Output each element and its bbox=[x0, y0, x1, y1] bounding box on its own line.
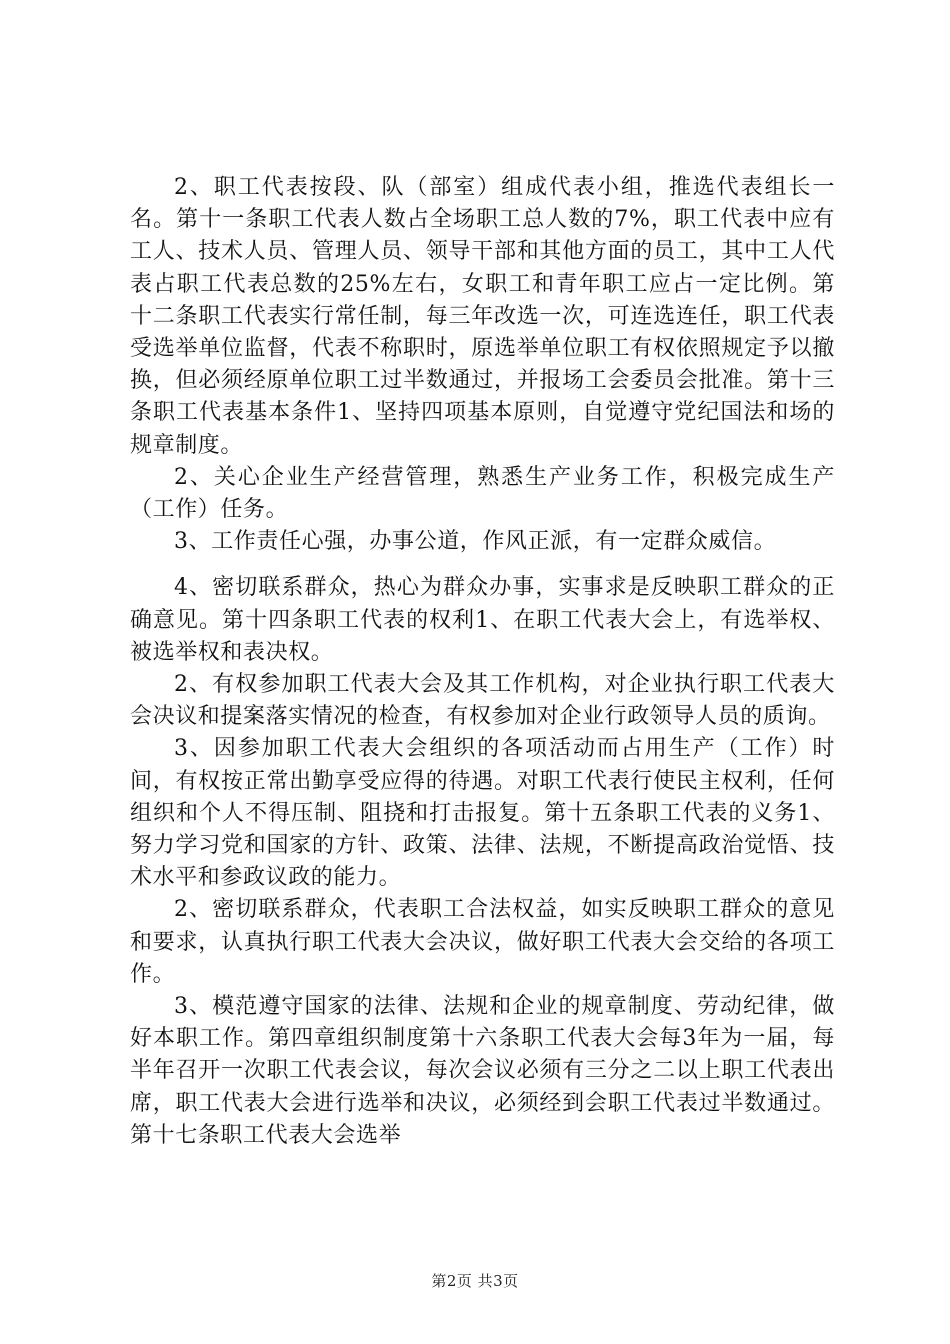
paragraph-8: 3、模范遵守国家的法律、法规和企业的规章制度、劳动纪律，做好本职工作。第四章组织制度第十六条职工代表大会每3年为一届，每半年召开一次职工代表会议，每次会议必须有三分之二以上职工代表出席，职工代表大会进行选举和决议，必须经到会职工代表过半数通过。第十七条职工代表大会选举 bbox=[130, 994, 835, 1148]
paragraph-2: 2、关心企业生产经营管理，熟悉生产业务工作，积极完成生产（工作）任务。 bbox=[130, 464, 835, 523]
document-body bbox=[130, 172, 835, 1152]
page-footer: 第2页 共3页 bbox=[431, 1272, 519, 1290]
paragraph-4: 4、密切联系群众，热心为群众办事，实事求是反映职工群众的正确意见。第十四条职工代表的权利1、在职工代表大会上，有选举权、被选举权和表决权。 bbox=[130, 575, 835, 665]
paragraph-1: 2、职工代表按段、队（部室）组成代表小组，推选代表组长一名。第十一条职工代表人数占全场职工总人数的7%，职工代表中应有工人、技术人员、管理人员、领导干部和其他方面的员工，其中工人代表占职工代表总数的25%左右，女职工和青年职工应占一定比例。第十二条职工代表实行常任制，每三年改选一次，可连选连任，职工代表受选举单位监督，代表不称职时，原选举单位职工有权依照规定予以撤换，但必须经原单位职工过半数通过，并报场工会委员会批准。第十三条职工代表基本条件1、坚持四项基本原则，自觉遵守党纪国法和场的规章制度。 bbox=[130, 175, 835, 458]
paragraph-6: 3、因参加职工代表大会组织的各项活动而占用生产（工作）时间，有权按正常出勤享受应得的待遇。对职工代表行使民主权利，任何组织和个人不得压制、阻挠和打击报复。第十五条职工代表的义务1、努力学习党和国家的方针、政策、法律、法规，不断提高政治觉悟、技术水平和参政议政的能力。 bbox=[130, 736, 835, 891]
paragraph-7: 2、密切联系群众，代表职工合法权益，如实反映职工群众的意见和要求，认真执行职工代表大会决议，做好职工代表大会交给的各项工作。 bbox=[130, 897, 835, 987]
paragraph-3: 3、工作责任心强，办事公道，作风正派，有一定群众威信。 bbox=[174, 529, 777, 555]
paragraph-5: 2、有权参加职工代表大会及其工作机构，对企业执行职工代表大会决议和提案落实情况的检查，有权参加对企业行政领导人员的质询。 bbox=[130, 672, 835, 730]
